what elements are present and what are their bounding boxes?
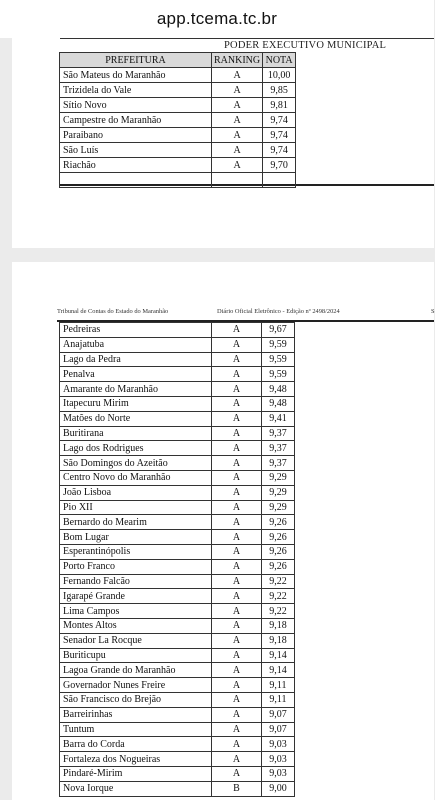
table-row — [60, 158, 296, 173]
table-row — [60, 766, 295, 781]
ranking-cell: A — [212, 337, 262, 352]
nota-cell: 9,41 — [262, 411, 295, 426]
table-row — [60, 648, 295, 663]
prefeitura-cell: Governador Nunes Freire — [60, 678, 212, 693]
table-row — [60, 113, 296, 128]
prefeitura-cell: Riachão — [60, 158, 212, 173]
nota-cell: 9,14 — [262, 648, 295, 663]
ranking-cell: A — [212, 441, 262, 456]
table-row — [60, 618, 295, 633]
nota-cell: 9,74 — [263, 128, 296, 143]
table-row — [60, 382, 295, 397]
prefeitura-cell: Campestre do Maranhão — [60, 113, 212, 128]
ranking-cell: A — [212, 83, 263, 98]
nota-cell: 9,37 — [262, 441, 295, 456]
page-header-right: S — [431, 308, 435, 315]
nota-cell: 9,37 — [262, 426, 295, 441]
ranking-cell: A — [212, 500, 262, 515]
table-header-row — [60, 53, 296, 68]
prefeitura-cell: São Mateus do Maranhão — [60, 68, 212, 83]
column-header-nota: NOTA — [263, 53, 296, 68]
nota-cell: 9,70 — [263, 158, 296, 173]
prefeitura-cell: Pedreiras — [60, 323, 212, 338]
nota-cell: 9,59 — [262, 367, 295, 382]
table-row — [60, 781, 295, 796]
page-header-center: Diário Oficial Eletrônico - Edição nº 2498/2024 — [217, 308, 340, 315]
ranking-cell: A — [212, 678, 262, 693]
table-row — [60, 692, 295, 707]
table-row — [60, 722, 295, 737]
ranking-cell: A — [212, 737, 262, 752]
nota-cell: 9,26 — [262, 544, 295, 559]
nota-cell: 9,59 — [262, 337, 295, 352]
prefeitura-cell: Amarante do Maranhão — [60, 382, 212, 397]
nota-cell: 9,22 — [262, 574, 295, 589]
ranking-cell: A — [212, 604, 262, 619]
nota-cell: 9,03 — [262, 737, 295, 752]
nota-cell: 9,03 — [262, 752, 295, 767]
nota-cell: 9,26 — [262, 559, 295, 574]
ranking-table-page-1 — [59, 52, 296, 188]
table-row — [60, 337, 295, 352]
table-row — [60, 633, 295, 648]
table-row — [60, 83, 296, 98]
ranking-cell: B — [212, 781, 262, 796]
prefeitura-cell: Lagoa Grande do Maranhão — [60, 663, 212, 678]
table-row — [60, 426, 295, 441]
address-bar[interactable] — [0, 0, 434, 38]
table-row — [60, 68, 296, 83]
ranking-cell: A — [212, 396, 262, 411]
nota-cell — [263, 173, 296, 188]
ranking-cell: A — [212, 589, 262, 604]
nota-cell: 9,07 — [262, 722, 295, 737]
prefeitura-cell: Bom Lugar — [60, 530, 212, 545]
table-row — [60, 470, 295, 485]
nota-cell: 9,22 — [262, 604, 295, 619]
prefeitura-cell: Pindaré-Mirim — [60, 766, 212, 781]
ranking-cell: A — [212, 426, 262, 441]
table-row — [60, 559, 295, 574]
ranking-cell: A — [212, 707, 262, 722]
table-row — [60, 604, 295, 619]
nota-cell: 9,74 — [263, 143, 296, 158]
nota-cell: 9,29 — [262, 485, 295, 500]
prefeitura-cell: Pio XII — [60, 500, 212, 515]
table-row — [60, 485, 295, 500]
table-row — [60, 352, 295, 367]
table-row — [60, 678, 295, 693]
ranking-cell: A — [212, 113, 263, 128]
ranking-cell — [212, 173, 263, 188]
ranking-cell: A — [212, 323, 262, 338]
ranking-cell: A — [212, 618, 262, 633]
prefeitura-cell: Senador La Rocque — [60, 633, 212, 648]
ranking-cell: A — [212, 663, 262, 678]
nota-cell: 9,37 — [262, 456, 295, 471]
table-row — [60, 143, 296, 158]
ranking-cell: A — [212, 515, 262, 530]
prefeitura-cell: Penalva — [60, 367, 212, 382]
column-header-ranking: RANKING — [212, 53, 263, 68]
prefeitura-cell: Centro Novo do Maranhão — [60, 470, 212, 485]
url-text[interactable]: app.tcema.tc.br — [156, 9, 278, 28]
nota-cell: 9,11 — [262, 692, 295, 707]
ranking-cell: A — [212, 544, 262, 559]
table-row — [60, 98, 296, 113]
nota-cell: 9,48 — [262, 382, 295, 397]
table-row — [60, 574, 295, 589]
ranking-cell: A — [212, 456, 262, 471]
ranking-cell: A — [212, 722, 262, 737]
ranking-cell: A — [212, 559, 262, 574]
prefeitura-cell: Barreirinhas — [60, 707, 212, 722]
prefeitura-cell: Paraibano — [60, 128, 212, 143]
nota-cell: 9,48 — [262, 396, 295, 411]
prefeitura-cell: Anajatuba — [60, 337, 212, 352]
prefeitura-cell: Sítio Novo — [60, 98, 212, 113]
prefeitura-cell — [60, 173, 212, 188]
ranking-cell: A — [212, 574, 262, 589]
prefeitura-cell: Buriticupu — [60, 648, 212, 663]
prefeitura-cell: Barra do Corda — [60, 737, 212, 752]
nota-cell: 9,14 — [262, 663, 295, 678]
prefeitura-cell: Matões do Norte — [60, 411, 212, 426]
ranking-cell: A — [212, 470, 262, 485]
prefeitura-cell: São Domingos do Azeitão — [60, 456, 212, 471]
prefeitura-cell: Buritirana — [60, 426, 212, 441]
table-top-rule — [60, 38, 434, 39]
nota-cell: 9,59 — [262, 352, 295, 367]
ranking-cell: A — [212, 143, 263, 158]
ranking-cell: A — [212, 766, 262, 781]
nota-cell: 10,00 — [263, 68, 296, 83]
nota-cell: 9,85 — [263, 83, 296, 98]
ranking-cell: A — [212, 411, 262, 426]
ranking-cell: A — [212, 485, 262, 500]
prefeitura-cell: São Francisco do Brejão — [60, 692, 212, 707]
ranking-cell: A — [212, 128, 263, 143]
prefeitura-cell: Itapecuru Mirim — [60, 396, 212, 411]
prefeitura-cell: Nova Iorque — [60, 781, 212, 796]
ranking-cell: A — [212, 633, 262, 648]
prefeitura-cell: Igarapé Grande — [60, 589, 212, 604]
nota-cell: 9,07 — [262, 707, 295, 722]
nota-cell: 9,29 — [262, 500, 295, 515]
ranking-cell: A — [212, 158, 263, 173]
prefeitura-cell: João Lisboa — [60, 485, 212, 500]
table-row — [60, 323, 295, 338]
nota-cell: 9,26 — [262, 530, 295, 545]
table-row — [60, 663, 295, 678]
prefeitura-cell: Porto Franco — [60, 559, 212, 574]
prefeitura-cell: Esperantinópolis — [60, 544, 212, 559]
nota-cell: 9,00 — [262, 781, 295, 796]
ranking-table-page-2 — [59, 322, 295, 797]
prefeitura-cell: Montes Altos — [60, 618, 212, 633]
nota-cell: 9,11 — [262, 678, 295, 693]
prefeitura-cell: Lago dos Rodrigues — [60, 441, 212, 456]
nota-cell: 9,26 — [262, 515, 295, 530]
prefeitura-cell: Lago da Pedra — [60, 352, 212, 367]
page-header-left: Tribunal de Contas do Estado do Maranhão — [57, 308, 169, 315]
table-row — [60, 589, 295, 604]
table-row — [60, 456, 295, 471]
nota-cell: 9,18 — [262, 633, 295, 648]
table-row — [60, 737, 295, 752]
nota-cell: 9,67 — [262, 323, 295, 338]
ranking-cell: A — [212, 68, 263, 83]
ranking-cell: A — [212, 692, 262, 707]
table-row — [60, 173, 296, 188]
ranking-cell: A — [212, 752, 262, 767]
column-header-prefeitura: PREFEITURA — [60, 53, 212, 68]
nota-cell: 9,18 — [262, 618, 295, 633]
ranking-cell: A — [212, 648, 262, 663]
nota-cell: 9,22 — [262, 589, 295, 604]
prefeitura-cell: Lima Campos — [60, 604, 212, 619]
table-row — [60, 441, 295, 456]
table-row — [60, 752, 295, 767]
table-row — [60, 515, 295, 530]
table-row — [60, 396, 295, 411]
nota-cell: 9,03 — [262, 766, 295, 781]
prefeitura-cell: São Luís — [60, 143, 212, 158]
prefeitura-cell: Fernando Falcão — [60, 574, 212, 589]
table-row — [60, 128, 296, 143]
ranking-cell: A — [212, 98, 263, 113]
prefeitura-cell: Tuntum — [60, 722, 212, 737]
prefeitura-cell: Trizidela do Vale — [60, 83, 212, 98]
table-row — [60, 500, 295, 515]
ranking-cell: A — [212, 367, 262, 382]
nota-cell: 9,81 — [263, 98, 296, 113]
ranking-cell: A — [212, 352, 262, 367]
table-row — [60, 411, 295, 426]
section-title: PODER EXECUTIVO MUNICIPAL — [224, 40, 387, 51]
table-row — [60, 367, 295, 382]
nota-cell: 9,74 — [263, 113, 296, 128]
table-row — [60, 707, 295, 722]
ranking-cell: A — [212, 530, 262, 545]
table-row — [60, 530, 295, 545]
table-row — [60, 544, 295, 559]
prefeitura-cell: Bernardo do Mearim — [60, 515, 212, 530]
nota-cell: 9,29 — [262, 470, 295, 485]
ranking-cell: A — [212, 382, 262, 397]
prefeitura-cell: Fortaleza dos Nogueiras — [60, 752, 212, 767]
